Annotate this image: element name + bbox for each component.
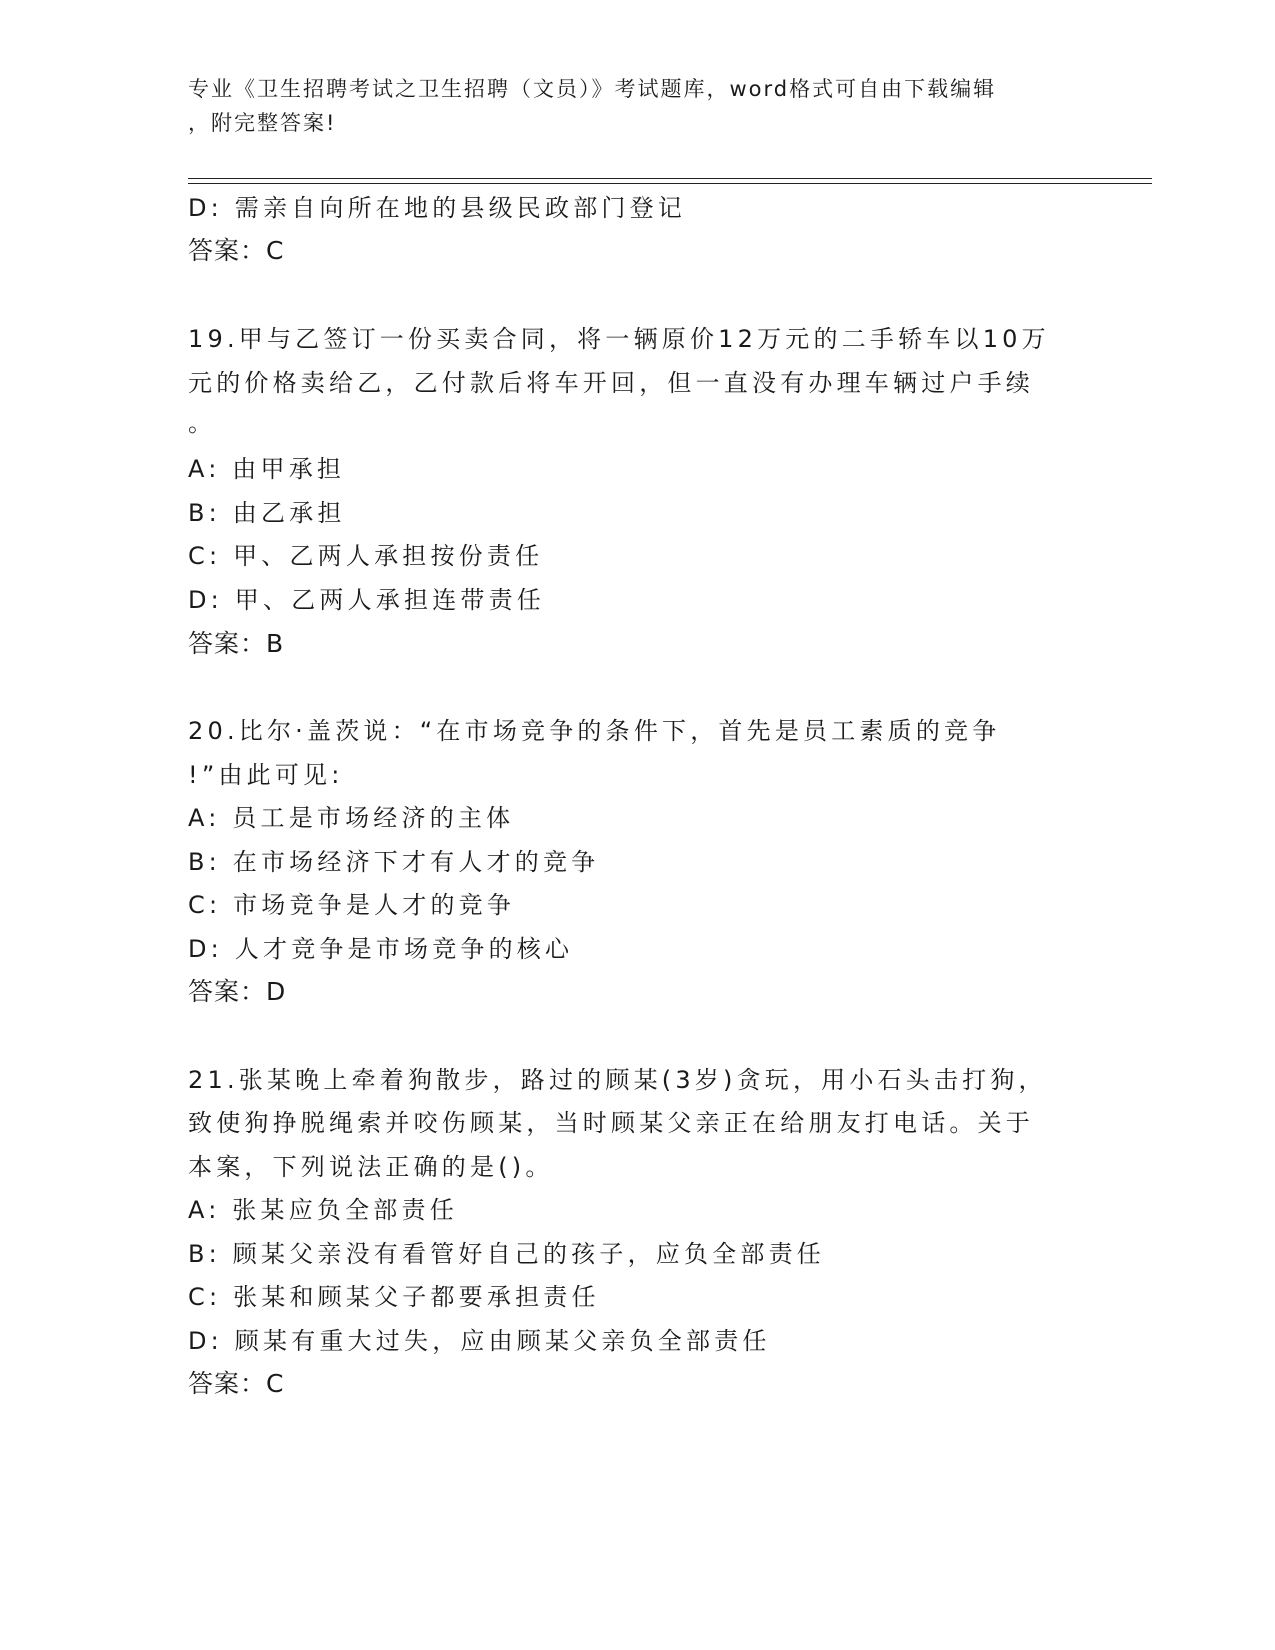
q19-stem-line-1: 19.甲与乙签订一份买卖合同，将一辆原价12万元的二手轿车以10万	[188, 325, 1050, 353]
q20-stem-line-1: 20.比尔·盖茨说：“在市场竞争的条件下，首先是员工素质的竞争	[188, 717, 1001, 745]
q21-stem-line-1: 21.张某晚上牵着狗散步，路过的顾某(3岁)贪玩，用小石头击打狗，	[188, 1066, 1047, 1094]
q19-option-a: A: 由甲承担	[188, 455, 346, 483]
q18-answer: 答案：C	[188, 236, 285, 265]
q19-option-c: C: 甲、乙两人承担按份责任	[188, 542, 544, 570]
q20-option-b: B: 在市场经济下才有人才的竞争	[188, 848, 600, 876]
header-divider-bottom	[188, 183, 1152, 184]
q20-answer: 答案：D	[188, 977, 287, 1006]
header-divider-top	[188, 178, 1152, 179]
q21-answer: 答案：C	[188, 1369, 285, 1398]
q21-option-a: A: 张某应负全部责任	[188, 1196, 458, 1224]
header-line-1: 专业《卫生招聘考试之卫生招聘（文员）》考试题库，word格式可自由下载编辑	[188, 77, 997, 101]
q21-stem-line-2: 致使狗挣脱绳索并咬伤顾某，当时顾某父亲正在给朋友打电话。关于	[188, 1109, 1034, 1137]
q19-stem-line-2: 元的价格卖给乙，乙付款后将车开回，但一直没有办理车辆过户手续	[188, 369, 1034, 397]
q21-stem-line-3: 本案，下列说法正确的是()。	[188, 1153, 554, 1181]
q20-option-c: C: 市场竞争是人才的竞争	[188, 891, 516, 919]
q19-option-d: D: 甲、乙两人承担连带责任	[188, 586, 545, 614]
q20-option-d: D: 人才竞争是市场竞争的核心	[188, 935, 574, 963]
q19-stem-line-3: 。	[188, 409, 217, 437]
q19-option-b: B: 由乙承担	[188, 499, 346, 527]
q18-option-d: D: 需亲自向所在地的县级民政部门登记	[188, 194, 686, 222]
header-line-2: ，附完整答案!	[188, 111, 337, 135]
q20-option-a: A: 员工是市场经济的主体	[188, 804, 515, 832]
q20-stem-line-2: !”由此可见:	[188, 761, 344, 789]
q21-option-c: C: 张某和顾某父子都要承担责任	[188, 1283, 600, 1311]
q21-option-b: B: 顾某父亲没有看管好自己的孩子，应负全部责任	[188, 1240, 825, 1268]
q19-answer: 答案：B	[188, 629, 285, 658]
page-header	[188, 72, 1088, 140]
q21-option-d: D: 顾某有重大过失，应由顾某父亲负全部责任	[188, 1327, 771, 1355]
